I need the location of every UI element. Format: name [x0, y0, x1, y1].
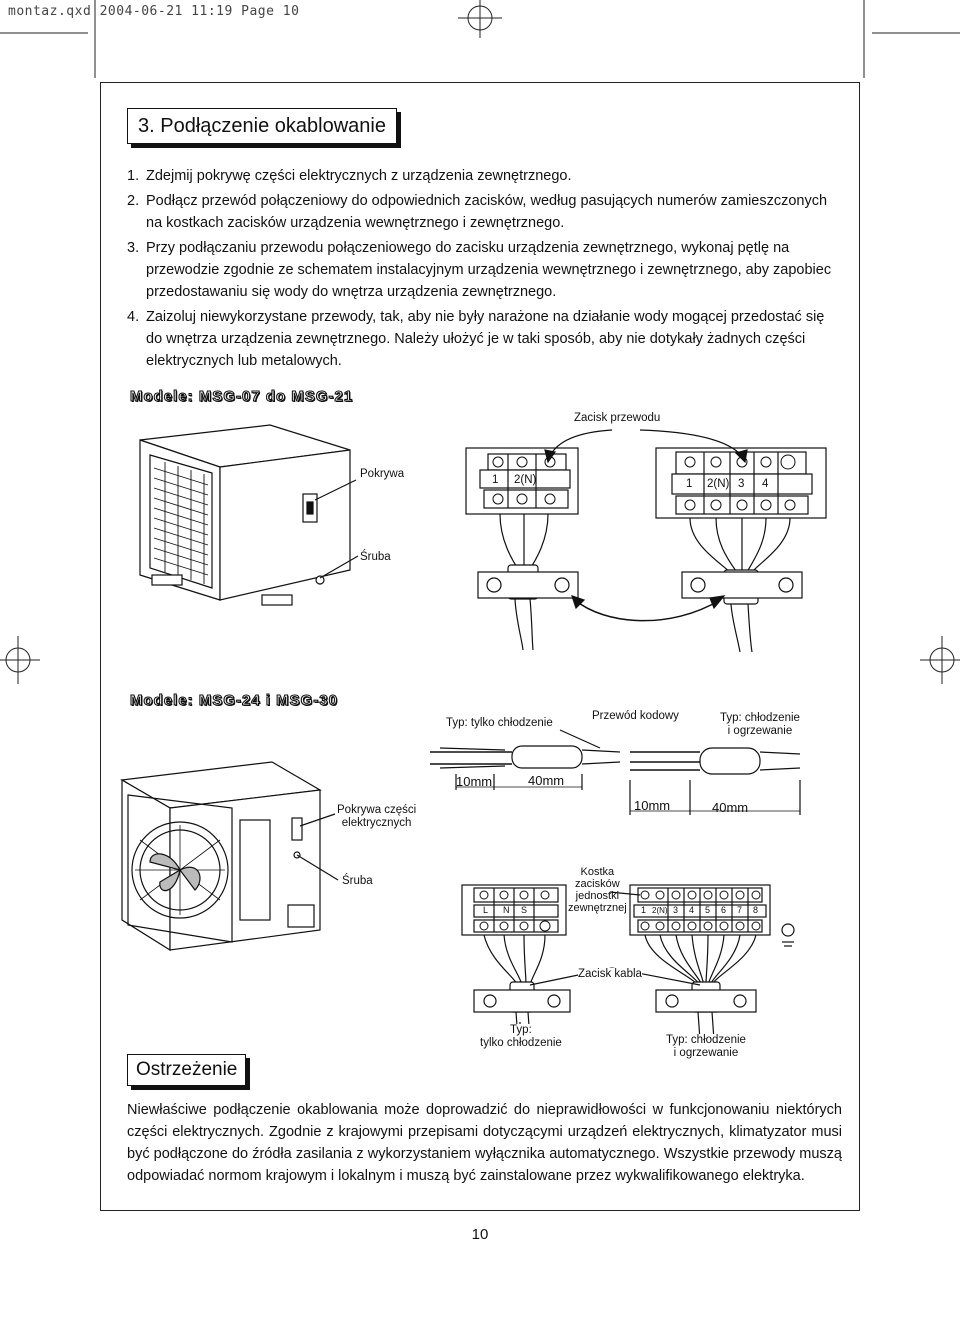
terminal-label: N — [503, 905, 510, 915]
outdoor-unit-large — [122, 762, 320, 950]
terminal-label: L — [483, 905, 489, 915]
terminal-label: 3 — [738, 478, 745, 490]
warning-text: Niewłaściwe podłączenie okablowania może doprowadzić do nieprawidłowości w funkcjonowaniu niektórych części elektrycznych. Zgodnie z krajowymi przepisami dotyczącymi urządzeń elektrycznych, klimatyzator musi być podłączone do źródła zasilania z wykorzystaniem wyłącznika automatycznego. Wszystkie przewody muszą odpowiadać normom krajowym i lokalnym i muszą być zainstalowane przez wykwalifikowanego elektryka. — [127, 1102, 842, 1184]
cable-clamp-label: Zacisk kabla — [578, 968, 642, 980]
type-heat-line-2: i ogrzewanie — [727, 725, 793, 737]
cable-clamp-label: Zacisk przewodu — [574, 412, 661, 424]
terminal-block-lns — [462, 885, 570, 1040]
page-number: 10 — [471, 1226, 489, 1243]
screw-label: Śruba — [342, 875, 373, 887]
cover-label: Pokrywa — [360, 468, 405, 480]
code-wire-label: Przewód kodowy — [592, 710, 679, 722]
type-cooling-label: Typ: tylko chłodzenie — [446, 717, 553, 729]
bottom-cooling-line-2: tylko chłodzenie — [480, 1037, 562, 1049]
terminal-label: 2(N) — [707, 478, 730, 490]
model-label-1: Modele: MSG-07 do MSG-21 — [130, 388, 354, 405]
bottom-cooling-line-1: Typ: — [510, 1024, 532, 1036]
terminal-label: 5 — [705, 905, 711, 915]
terminal-label: 1 — [492, 474, 499, 486]
terminal-label: 4 — [762, 478, 769, 490]
terminal-block-line: zewnętrznej — [568, 902, 627, 914]
screw-label: Śruba — [360, 551, 391, 563]
electrical-cover-label — [337, 804, 416, 830]
terminal-label: 8 — [753, 905, 759, 915]
terminal-label: 4 — [689, 905, 695, 915]
terminal-label: 1 — [641, 905, 647, 915]
step-text: Zaizoluj niewykorzystane przewody, tak, aby nie były narażone na działanie wody mogącej przedostać się do wnętrza urządzenia zewnętrznego. Należy ułożyć je w taki sposób, aby nie dotykały żadnych części elektrycznych lub metalowych. — [146, 309, 825, 369]
section-title: 3. Podłączenie okablowanie — [127, 108, 397, 144]
electrical-cover-line-1: Pokrywa części — [337, 804, 417, 816]
strip-length-long: 40mm — [528, 773, 565, 788]
step-text: Przy podłączaniu przewodu połączeniowego do zacisku urządzenia zewnętrznego, wykonaj pętlę na przewodzie zgodnie ze schematem instalacyjnym urządzenia wewnętrznego i zewnętrznego, aby zapobiec przedostawaniu się wody do wnętrza urządzenia zewnętrznego. — [146, 240, 832, 300]
bottom-heat-line-1: Typ: chłodzenie — [666, 1034, 746, 1046]
bottom-heat-label — [666, 1034, 746, 1060]
type-heat-line-1: Typ: chłodzenie — [720, 712, 800, 724]
step-number: 1. — [127, 168, 140, 184]
step-number: 2. — [127, 193, 140, 209]
step-number: 4. — [127, 309, 140, 325]
step-text: Podłącz przewód połączeniowy do odpowiednich zacisków, według pasujących numerów zamieszczonych na kostkach zacisków urządzenia wewnętrznego i zewnętrznego. — [146, 193, 828, 231]
strip-length-short: 10mm — [634, 798, 671, 813]
terminal-block-line: zacisków — [575, 878, 620, 890]
terminal-block-line: jednostki — [575, 890, 620, 902]
terminal-label: 3 — [673, 905, 679, 915]
step-number: 3. — [127, 240, 140, 256]
terminal-label: 6 — [721, 905, 727, 915]
terminal-label: 2(N) — [652, 906, 668, 915]
terminal-label: 7 — [737, 905, 743, 915]
strip-length-long: 40mm — [712, 800, 749, 815]
type-heat-label — [720, 712, 800, 738]
bottom-heat-line-2: i ogrzewanie — [673, 1047, 739, 1059]
terminal-block-line: Kostka — [580, 866, 615, 878]
bottom-cooling-label — [480, 1024, 562, 1050]
terminal-label: 2(N) — [514, 474, 537, 486]
terminal-label: 1 — [686, 478, 693, 490]
model-label-2: Modele: MSG-24 i MSG-30 — [130, 692, 339, 709]
electrical-cover-line-2: elektrycznych — [341, 817, 412, 829]
warning-title: Ostrzeżenie — [127, 1054, 246, 1086]
file-slug: montaz.qxd 2004-06-21 11:19 Page 10 — [8, 4, 300, 19]
terminal-label: S — [521, 905, 528, 915]
terminal-block-label — [568, 866, 627, 914]
strip-length-short: 10mm — [456, 774, 493, 789]
step-text: Zdejmij pokrywę części elektrycznych z urządzenia zewnętrznego. — [146, 168, 572, 184]
